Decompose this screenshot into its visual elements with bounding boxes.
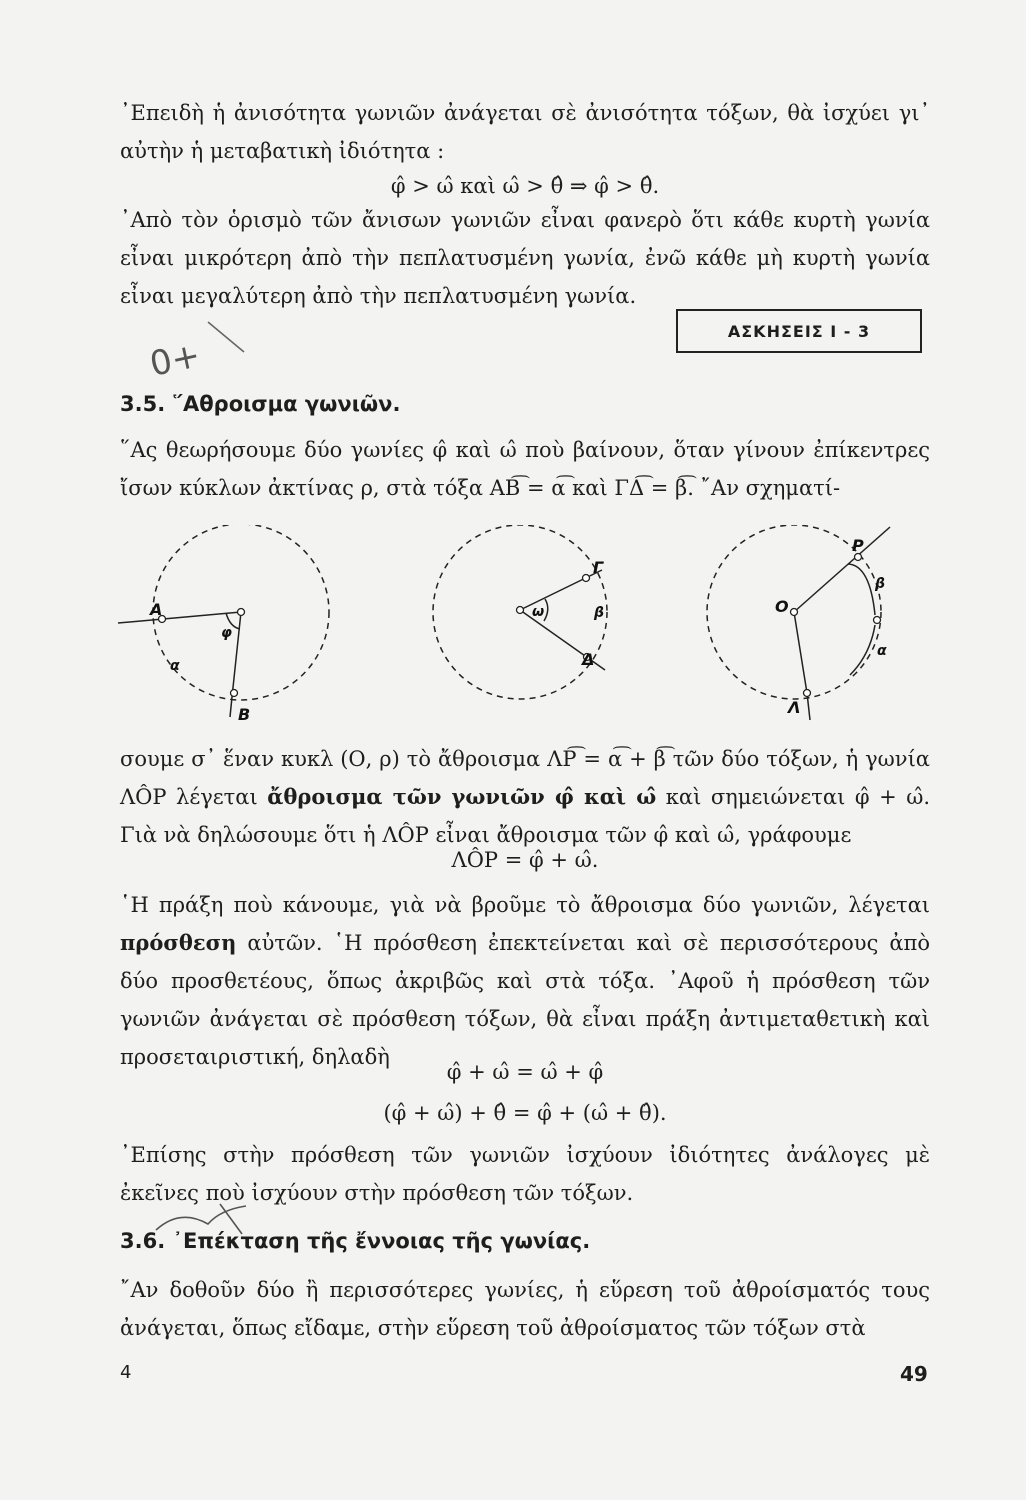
- label-beta-1: β: [594, 605, 605, 621]
- paragraph-angle-sum-definition: [120, 740, 930, 854]
- paragraph-angle-sum-intro: ῞Ας θεωρήσουμε δύο γωνίες φ̂ καὶ ω̂ ποὺ βαίνουν, ὅταν γίνουν ἐπίκεντρες ἴσων κύκλων ἀκτίνας ρ, στὰ τόξα ΑΒ͡ = α͡ καὶ ΓΔ͡ = β͡. ῎Αν σχηματί-: [120, 438, 930, 500]
- paragraph-properties: ᾿Επίσης στὴν πρόσθεση τῶν γωνιῶν ἰσχύουν ἰδιότητες ἀνάλογες μὲ ἐκεῖνες ποὺ ἰσχύουν στὴν πρόσθεση τῶν τόξων.: [120, 1143, 930, 1205]
- label-alpha-2: α: [877, 643, 887, 659]
- label-G: Γ: [593, 558, 604, 577]
- label-alpha: α: [170, 658, 180, 674]
- formula-commutative: φ̂ + ω̂ = ω̂ + φ̂: [446, 1060, 604, 1084]
- label-phi: φ: [221, 625, 232, 641]
- text-addition-bold: πρόσθεση: [120, 930, 237, 955]
- text-addition-start: ῾Η πράξη ποὺ κάνουμε, γιὰ νὰ βροῦμε τὸ ἄθροισμα δύο γωνιῶν, λέγεται: [120, 893, 930, 917]
- formula-sum: ΛÔΡ = φ̂ + ω̂.: [451, 848, 599, 872]
- handwritten-stroke: [200, 318, 260, 358]
- angles-diagram: [110, 525, 930, 730]
- arc-beta: [848, 564, 875, 615]
- text-sum-start: σουμε σ᾿ ἕναν κυκλ (Ο, ρ) τὸ ἄθροισμα ΛΡ͡ = α͡ + β͡ τῶν δύο τόξων, ἡ γωνία ΛÔΡ λέγεται: [120, 747, 930, 809]
- label-L: Λ: [788, 698, 801, 717]
- label-omega: ω: [532, 604, 545, 620]
- formula-associative: (φ̂ + ω̂) + θ̂ = φ̂ + (ω̂ + θ̂).: [383, 1101, 667, 1125]
- text-sum-bold: ἄθροισμα τῶν γωνιῶν φ̂ καὶ ω̂: [267, 784, 657, 809]
- section-3-6-title: 3.6. ᾿Επέκταση τῆς ἔννοιας τῆς γωνίας.: [120, 1229, 591, 1253]
- label-D: Δ: [582, 650, 595, 669]
- label-P: Ρ: [852, 536, 864, 555]
- text-addition-end: αὐτῶν. ῾Η πρόσθεση ἐπεκτείνεται καὶ σὲ περισσότερους ἀπὸ δύο προσθετέους, ὅπως ἀκριβῶς καὶ στὰ τόξα. ᾿Αφοῦ ἡ πρόσθεση τῶν γωνιῶν ἀνάγεται σὲ πρόσθεση τόξων, θὰ εἶναι πράξη ἀντιμεταθετικὴ καὶ προσεταιριστική, δηλαδὴ: [120, 931, 930, 1069]
- label-A: Α: [150, 600, 163, 619]
- omega-arc: [544, 599, 548, 621]
- arc-alpha: [850, 625, 875, 675]
- label-beta-2: β: [875, 576, 886, 592]
- formula-transitive: φ̂ > ω̂ καὶ ω̂ > θ̂ ⇒ φ̂ > θ̂.: [390, 174, 660, 198]
- handwritten-note: 0+: [146, 335, 204, 385]
- page-number-right: 49: [900, 1362, 928, 1386]
- paragraph-angle-extension: ῎Αν δοθοῦν δύο ἢ περισσότερες γωνίες, ἡ εὕρεση τοῦ ἀθροίσματός τους ἀνάγεται, ὅπως εἴδαμε, στὴν εὕρεση τοῦ ἀθροίσματος τῶν τόξων στὰ: [120, 1278, 930, 1340]
- ray-1a: [118, 612, 241, 623]
- ray-3a: [794, 527, 890, 612]
- paragraph-inequality-transitivity: ᾿Επειδὴ ἡ ἀνισότητα γωνιῶν ἀνάγεται σὲ ἀνισότητα τόξων, θὰ ἰσχύει γι᾿ αὐτὴν ἡ μεταβατικὴ ἰδιότητα :: [120, 101, 930, 163]
- label-O: Ο: [775, 597, 789, 616]
- text-sum-end: καὶ σημειώνεται φ̂ + ω̂. Γιὰ νὰ δηλώσουμε ὅτι ἡ ΛÔΡ εἶναι ἄθροισμα τῶν φ̂ καὶ ω̂, γράφουμε: [120, 785, 930, 847]
- section-3-5-title: 3.5. ῞Αθροισμα γωνιῶν.: [120, 392, 401, 416]
- label-B: Β: [238, 705, 251, 724]
- paragraph-addition: [120, 886, 930, 1076]
- paragraph-convex-angles: ᾿Απὸ τὸν ὁρισμὸ τῶν ἄνισων γωνιῶν εἶναι φανερὸ ὅτι κάθε κυρτὴ γωνία εἶναι μικρότερη ἀπὸ τὴν πεπλατυσμένη γωνία, ἐνῶ κάθε μὴ κυρτὴ γωνία εἶναι μεγαλύτερη ἀπὸ τὴν πεπλατυσμένη γωνία.: [120, 208, 930, 308]
- exercise-box: ΑΣΚΗΣΕΙΣ Ι - 3: [676, 309, 922, 353]
- page-number-left: 4: [120, 1362, 132, 1383]
